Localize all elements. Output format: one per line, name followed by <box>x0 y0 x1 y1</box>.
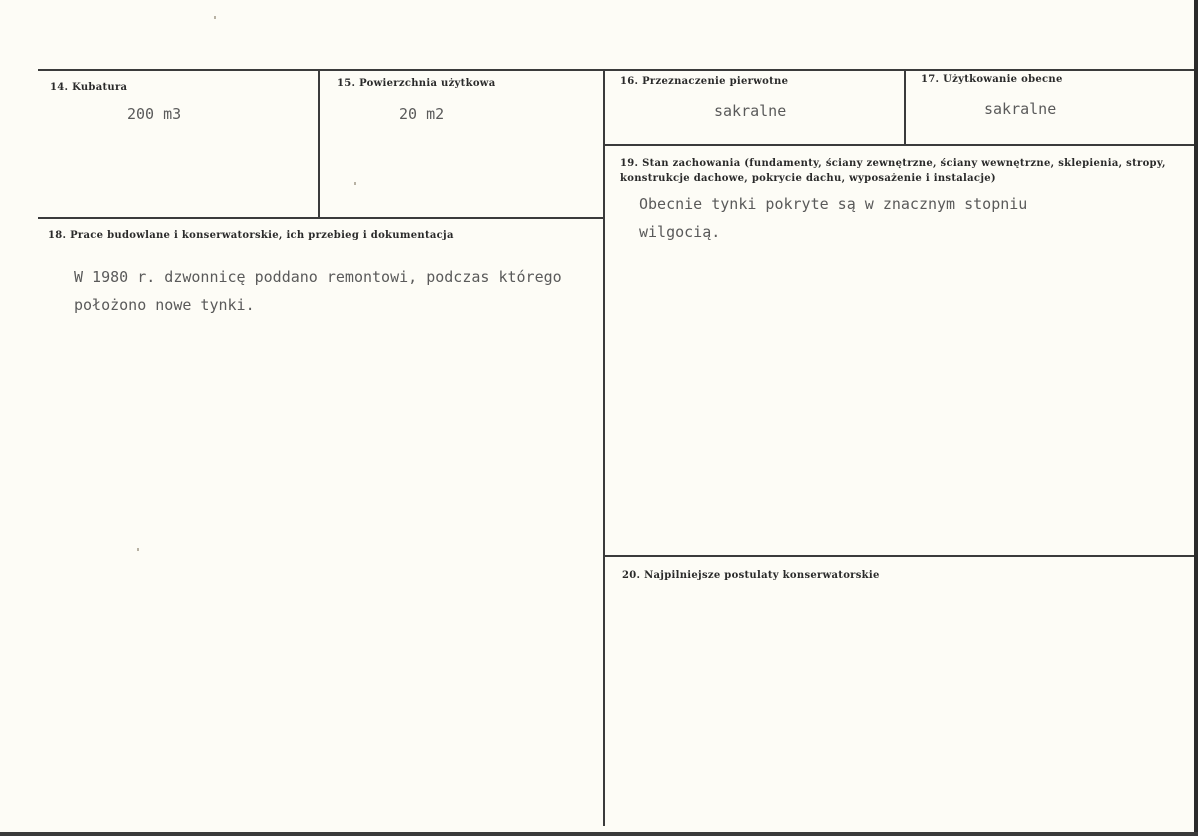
field-17-value: sakralne <box>984 100 1057 118</box>
paper-speck <box>214 16 216 19</box>
field-20-label: 20. Najpilniejsze postulaty konserwatorskie <box>622 570 880 581</box>
rule-above-20 <box>604 555 1194 557</box>
divider-16-17 <box>904 69 906 145</box>
rule-under-14-15 <box>38 217 604 219</box>
paper-speck <box>354 182 356 185</box>
field-16-label: 16. Przeznaczenie pierwotne <box>620 76 789 87</box>
field-18-value: W 1980 r. dzwonnicę poddano remontowi, podczas którego położono nowe tynki. <box>74 268 562 314</box>
field-19-value: Obecnie tynki pokryte są w znacznym stopniu wilgocią. <box>639 195 1028 241</box>
center-divider <box>603 69 605 826</box>
divider-14-15 <box>318 69 320 218</box>
page-edge-bottom <box>0 832 1198 836</box>
field-15-value: 20 m2 <box>399 105 445 123</box>
field-17-label: 17. Użytkowanie obecne <box>921 74 1063 85</box>
rule-under-16-17 <box>604 144 1194 146</box>
field-14-value: 200 m3 <box>127 105 182 123</box>
field-15-label: 15. Powierzchnia użytkowa <box>337 78 496 89</box>
paper-speck <box>137 548 139 551</box>
field-19-label: 19. Stan zachowania (fundamenty, ściany zewnętrzne, ściany wewnętrzne, sklepienia, stropy, konstrukcje dachowe, pokrycie dachu, wyposażenie i instalacje) <box>620 158 1166 184</box>
page-edge-right <box>1194 0 1198 836</box>
field-18-label: 18. Prace budowlane i konserwatorskie, ich przebieg i dokumentacja <box>48 230 454 241</box>
field-16-value: sakralne <box>714 102 787 120</box>
field-14-label: 14. Kubatura <box>50 82 128 93</box>
top-rule <box>38 69 1194 71</box>
